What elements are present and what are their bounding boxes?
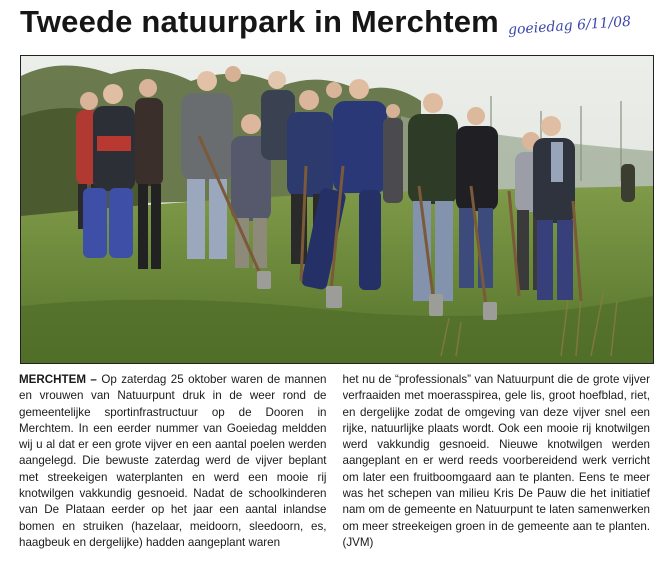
column-2-text: het nu de “professionals” van Natuurpunt die de grote vijver verfraaiden met moerasspirea, gele lis, groot hoefblad, riet, en dergelijke zodat de omgeving van deze vijver snel een rijke, natuurlijke plaats wordt. Ook een mooie rij knotwilgen werd vakkundig gesnoeid. Nieuwe knotwilgen werden aangeplant en er werd reeds voorbereidend werk verricht om later een fruitboomgaard aan te planten. Eens te meer was het schepen van milieu Kris De Pauw die het initiatief nam om de gemeente en Natuurpunt te laten samenwerken om meer streekeigen groen in de gemeente aan te planten. (JVM) [342, 373, 650, 549]
group-photo-illustration [21, 56, 653, 363]
group-photo [20, 55, 654, 364]
handwritten-date-note: goeiedag 6/11/08 [507, 13, 632, 39]
article-column-2 [343, 372, 651, 572]
dateline: MERCHTEM – [19, 373, 97, 386]
article-body [19, 372, 650, 572]
headline: Tweede natuurpark in Merchtem [20, 4, 499, 39]
article-column-1 [19, 372, 327, 572]
column-1-text: Op zaterdag 25 oktober waren de mannen en vrouwen van Natuurpunt druk in de weer rond de gemeentelijke sportinfrastructuur op de Dooren in Merchtem. In een eerder nummer van Goeiedag meldden wij u al dat er een grote vijver en een aantal poelen werden aangelegd. Die bewuste zaterdag werd de vijver beplant met streekeigen waterplanten en werd een mooie rij knotwilgen vakkundig gesnoeid. Nadat de schoolkinderen van De Plataan eerder op het jaar een aantal inlandse bomen en struiken (hazelaar, meidoorn, sleedoorn, es, haagbeuk en dergelijke) hadden aangeplant waren [19, 373, 327, 549]
